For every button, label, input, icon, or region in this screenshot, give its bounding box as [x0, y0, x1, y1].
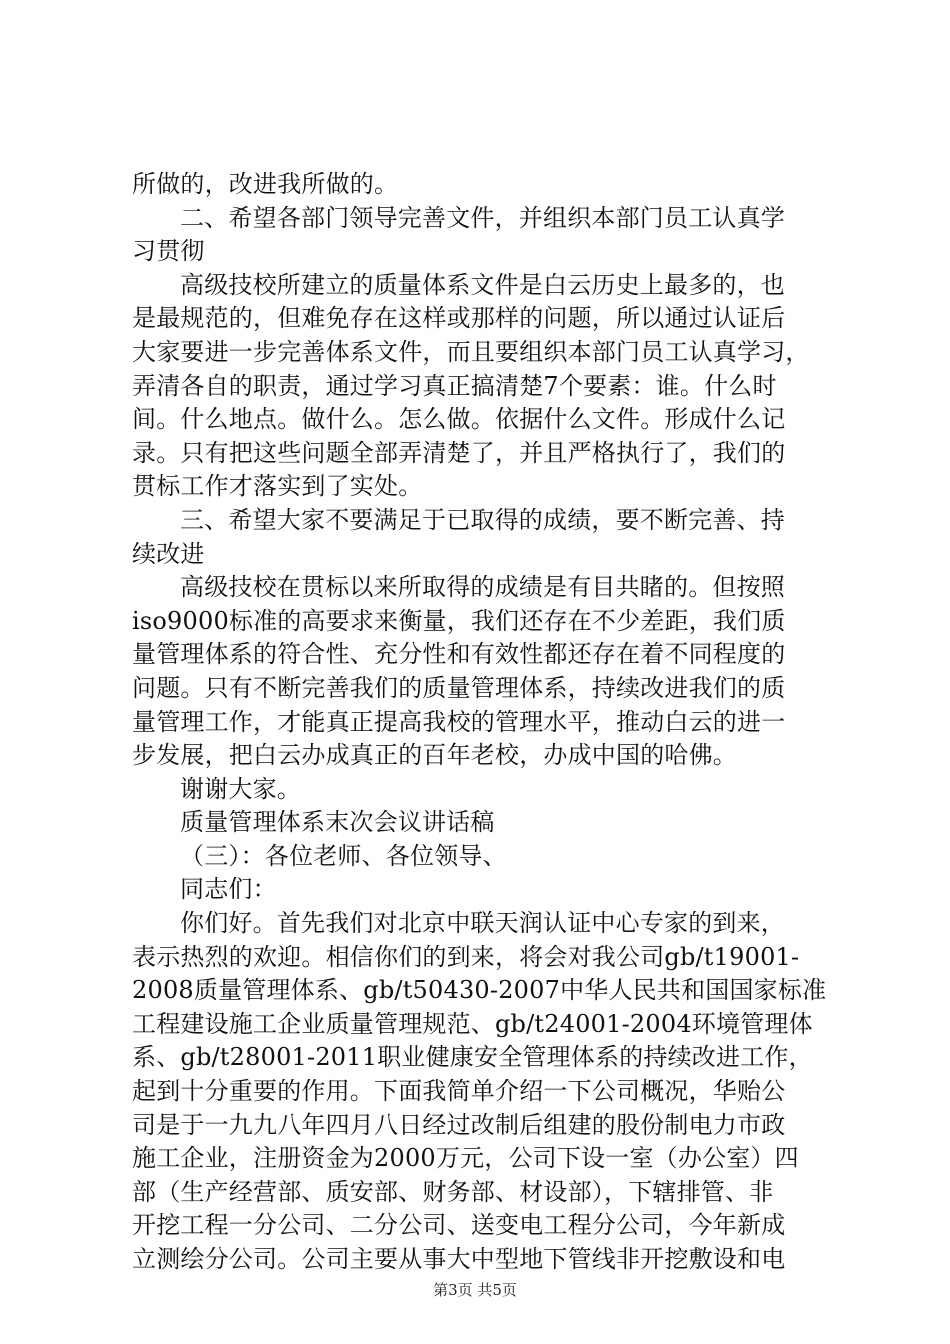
text-line: 弄清各自的职责，通过学习真正搞清楚7个要素：谁。什么时	[132, 371, 777, 400]
text-line: iso9000标准的高要求来衡量，我们还存在不少差距，我们质	[132, 606, 786, 635]
salutation: （三）：各位老师、各位领导、	[180, 841, 507, 870]
text-line: 步发展，把白云办成真正的百年老校，办成中国的哈佛。	[132, 741, 737, 770]
text-line: 间。什么地点。做什么。怎么做。依据什么文件。形成什么记	[132, 405, 786, 434]
text-line: 司是于一九九八年四月八日经过改制后组建的股份制电力市政	[132, 1110, 786, 1139]
text-line: 2008质量管理体系、gb/t50430-2007中华人民共和国国家标准	[132, 976, 827, 1005]
text-line: 录。只有把这些问题全部弄清楚了，并且严格执行了，我们的	[132, 438, 786, 467]
text-line: 工程建设施工企业质量管理规范、gb/t24001-2004环境管理体	[132, 1009, 813, 1038]
text-line: 开挖工程一分公司、二分公司、送变电工程分公司，今年新成	[132, 1211, 786, 1240]
text-line: 系、gb/t28001-2011职业健康安全管理体系的持续改进工作，	[132, 1043, 813, 1072]
section-heading: 三、希望大家不要满足于已取得的成绩，要不断完善、持	[180, 505, 785, 534]
page-number: 第3页 共5页	[433, 1281, 517, 1299]
paragraph-start: 高级技校在贯标以来所取得的成绩是有目共睹的。但按照	[180, 573, 785, 602]
section-heading: 二、希望各部门领导完善文件，并组织本部门员工认真学	[180, 203, 785, 232]
text-line: 量管理体系的符合性、充分性和有效性都还存在着不同程度的	[132, 640, 786, 669]
text-line: 大家要进一步完善体系文件，而且要组织本部门员工认真学习，	[132, 337, 810, 366]
text-line: 所做的，改进我所做的。	[132, 170, 399, 198]
speech-title: 质量管理体系末次会议讲话稿	[180, 808, 495, 837]
text-line: 是最规范的，但难免存在这样或那样的问题，所以通过认证后	[132, 304, 786, 333]
text-line: 表示热烈的欢迎。相信你们的到来，将会对我公司gb/t19001-	[132, 942, 800, 971]
salutation: 同志们：	[180, 875, 277, 904]
text-line: 立测绘分公司。公司主要从事大中型地下管线非开挖敷设和电	[132, 1245, 786, 1273]
text-line: 起到十分重要的作用。下面我简单介绍一下公司概况，华贻公	[132, 1077, 786, 1106]
text-line: 贯标工作才落实到了实处。	[132, 472, 423, 501]
paragraph-start: 高级技校所建立的质量体系文件是白云历史上最多的，也	[180, 270, 785, 299]
page-footer	[0, 1279, 950, 1300]
closing-line: 谢谢大家。	[180, 774, 301, 803]
text-line: 量管理工作，才能真正提高我校的管理水平，推动白云的进一	[132, 707, 786, 736]
text-line: 续改进	[132, 539, 205, 568]
text-line: 部（生产经营部、质安部、财务部、材设部），下辖排管、非	[132, 1177, 774, 1206]
text-line: 问题。只有不断完善我们的质量管理体系，持续改进我们的质	[132, 673, 786, 702]
paragraph-start: 你们好。首先我们对北京中联天润认证中心专家的到来，	[180, 909, 785, 938]
document-body	[132, 168, 832, 1277]
text-line: 习贯彻	[132, 237, 205, 266]
text-line: 施工企业，注册资金为2000万元，公司下设一室（办公室）四	[132, 1144, 799, 1173]
